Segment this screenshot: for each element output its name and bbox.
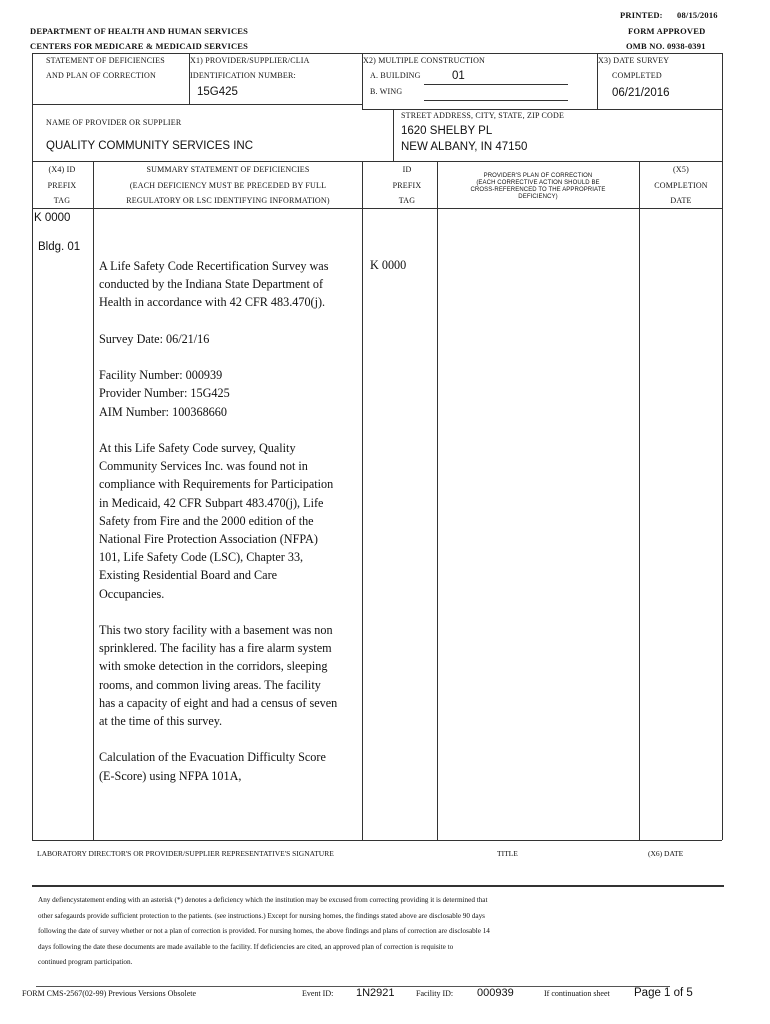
statement-label-2: AND PLAN OF CORRECTION xyxy=(46,71,156,80)
plan-header-4: DEFICIENCY) xyxy=(518,194,558,200)
provider-name: QUALITY COMMUNITY SERVICES INC xyxy=(46,140,254,152)
x5-header-2: COMPLETION xyxy=(654,181,708,190)
x4-header-3: TAG xyxy=(53,196,71,205)
table-right-border xyxy=(722,161,723,840)
right-prefix-tag: K 0000 xyxy=(370,258,407,272)
date-survey-label-1: X3) DATE SURVEY xyxy=(598,56,670,65)
disclaimer-line-1: Any defiencystatement ending with an asterisk (*) denotes a deficiency which the institution may be excused from correcting providing it is determined that xyxy=(38,896,488,904)
footer-rule xyxy=(36,986,670,987)
summary-header-3: REGULATORY OR LSC IDENTIFYING INFORMATION) xyxy=(126,196,330,205)
signature-bottom-border xyxy=(32,885,724,887)
box2-top-right-border xyxy=(362,109,722,110)
column-divider-plan xyxy=(639,161,640,840)
x4-header-2: PREFIX xyxy=(47,181,77,190)
disclaimer-line-4: days following the date these documents are made available to the facility. If deficiencies are cited, an approved plan of correction is requisite to xyxy=(38,942,454,951)
paragraph-provider-number: Provider Number: 15G425 xyxy=(99,386,230,401)
disclaimer xyxy=(38,893,728,971)
building-tag: Bldg. 01 xyxy=(38,241,81,253)
centers-name: CENTERS FOR MEDICARE & MEDICAID SERVICES xyxy=(30,41,249,51)
x4-header-1: (X4) ID xyxy=(48,165,76,174)
column-divider-prefix xyxy=(93,161,94,840)
date-survey-value: 06/21/2016 xyxy=(612,87,670,99)
paragraph-facility-number: Facility Number: 000939 xyxy=(99,368,223,383)
summary-header-1: SUMMARY STATEMENT OF DEFICIENCIES xyxy=(146,165,310,174)
id-header-1: ID xyxy=(402,165,412,174)
paragraph-aim-number: AIM Number: 100368660 xyxy=(99,404,227,419)
id-header-2: PREFIX xyxy=(392,181,422,190)
multiple-construction-label: X2) MULTIPLE CONSTRUCTION xyxy=(363,56,486,65)
box2-left-border xyxy=(32,104,33,162)
date-survey-label-2: COMPLETED xyxy=(612,71,662,80)
paragraph-intro: A Life Safety Code Recertification Survey was conducted by the Indiana State Department of Health in accordance with 42 CFR 483.470(j). xyxy=(99,259,329,310)
wing-label: B. WING xyxy=(370,87,403,96)
title-label: TITLE xyxy=(497,849,518,858)
column-header-bottom-border xyxy=(32,208,722,209)
id-header-3: TAG xyxy=(398,196,416,205)
form-approved: FORM APPROVED xyxy=(628,26,706,36)
provider-id: 15G425 xyxy=(197,86,238,98)
box2-right-border xyxy=(722,109,723,162)
page-number: Page 1 of 5 xyxy=(634,987,693,999)
box1-top-border xyxy=(32,53,722,54)
printed-date: 08/15/2016 xyxy=(677,10,718,20)
director-signature-label: LABORATORY DIRECTOR'S OR PROVIDER/SUPPLIER REPRESENTATIVE'S SIGNATURE xyxy=(37,849,334,858)
facility-id-value: 000939 xyxy=(477,987,514,999)
disclaimer-line-2: other safegaurds provide sufficient protection to the patients. (see instructions.) Except for nursing homes, the findings stated above are disclosable 90 days xyxy=(38,911,485,920)
paragraph-survey-date: Survey Date: 06/21/16 xyxy=(99,331,210,346)
event-id-value: 1N2921 xyxy=(356,987,395,999)
disclaimer-line-5: continued program participation. xyxy=(38,958,133,967)
paragraph-compliance: At this Life Safety Code survey, Quality Community Services Inc. was found not in compliance with Requirements for Participation in Medicaid, 42 CFR Subpart 483.470(j), Life Safety from Fire and the 2000 edition of the National Fire Protection Association (NFPA) 101, Life Safety Code (LSC), Chapter 33, Existing Residential Board and Care Occupancies. xyxy=(99,440,334,601)
box2-divider xyxy=(393,109,394,162)
building-value: 01 xyxy=(452,70,465,82)
address-line-2: NEW ALBANY, IN 47150 xyxy=(401,141,528,153)
form-number: FORM CMS-2567(02-99) Previous Versions Obsolete xyxy=(22,989,197,998)
table-bottom-border xyxy=(32,840,722,841)
prefix-tag: K 0000 xyxy=(34,212,71,224)
plan-header-1: PROVIDER'S PLAN OF CORRECTION xyxy=(483,173,593,179)
facility-id-label: Facility ID: xyxy=(416,989,454,998)
address-label: STREET ADDRESS, CITY, STATE, ZIP CODE xyxy=(401,111,565,120)
column-divider-summary xyxy=(362,161,363,840)
box2-bottom-border xyxy=(32,161,722,162)
x5-header-3: DATE xyxy=(670,196,692,205)
disclaimer-line-3: following the date of survey whether or not a plan of correction is provided. For nursing homes, the above findings and plans of correction are disclosable 14 xyxy=(38,927,490,936)
deficiency-summary xyxy=(99,257,339,803)
omb-number: OMB NO. 0938-0391 xyxy=(626,41,706,51)
event-id-label: Event ID: xyxy=(302,989,334,998)
address-line-1: 1620 SHELBY PL xyxy=(401,125,493,137)
provider-label-2: IDENTIFICATION NUMBER: xyxy=(190,71,296,80)
x5-header-1: (X5) xyxy=(673,165,689,174)
paragraph-facility-description: This two story facility with a basement was non sprinklered. The facility has a fire alarm system with smoke detection in the corridors, sleeping rooms, and common living areas. The facility has a capacity of eight and had a census of seven at the time of this survey. xyxy=(99,623,338,729)
wing-underline xyxy=(424,100,568,101)
column-divider-id xyxy=(437,161,438,840)
paragraph-e-score: Calculation of the Evacuation Difficulty Score (E-Score) using NFPA 101A, xyxy=(99,750,326,783)
summary-header-2: (EACH DEFICIENCY MUST BE PRECEDED BY FULL xyxy=(129,181,327,190)
provider-label-1: X1) PROVIDER/SUPPLIER/CLIA xyxy=(190,56,310,65)
statement-label-1: STATEMENT OF DEFICIENCIES xyxy=(46,56,165,65)
provider-name-label: NAME OF PROVIDER OR SUPPLIER xyxy=(46,118,182,127)
department-name: DEPARTMENT OF HEALTH AND HUMAN SERVICES xyxy=(30,26,249,36)
building-underline xyxy=(424,84,568,85)
box1-bottom-left-border xyxy=(32,104,362,105)
continuation-label: If continuation sheet xyxy=(544,989,610,998)
building-label: A. BUILDING xyxy=(370,71,421,80)
box1-left-border xyxy=(32,53,33,105)
plan-header-2: (EACH CORRECTIVE ACTION SHOULD BE xyxy=(476,180,600,186)
plan-header-3: CROSS-REFERENCED TO THE APPROPRIATE xyxy=(470,187,606,193)
table-left-border xyxy=(32,161,33,840)
printed-label: PRINTED: xyxy=(620,10,663,20)
box1-right-border xyxy=(722,53,723,109)
x6-date-label: (X6) DATE xyxy=(648,849,684,858)
